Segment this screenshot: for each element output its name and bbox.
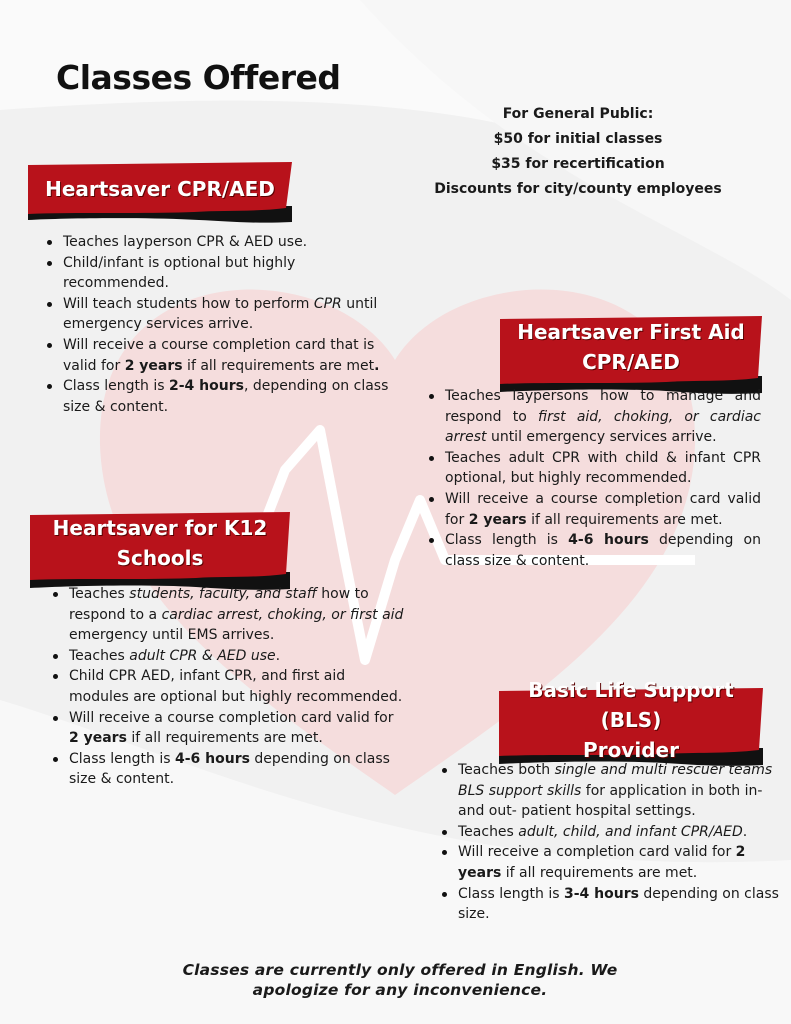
list-item: Class length is 4-6 hours depending on class size & content. — [445, 530, 761, 571]
class-banner-bls-provider — [495, 678, 767, 768]
list-item: Teaches both single and multi rescuer teams BLS support skills for application in both in- and out- patient hospital settings. — [458, 760, 788, 822]
list-item: Will teach students how to perform CPR until emergency services arrive. — [63, 294, 393, 335]
banner-title: Heartsaver CPR/AED — [45, 177, 275, 201]
list-item: Teaches adult CPR & AED use. — [69, 646, 405, 667]
list-item: Class length is 2-4 hours, depending on class size & content. — [63, 376, 393, 417]
class-banner-heartsaver-cpr-aed — [24, 162, 296, 226]
list-item: Will receive a course completion card valid for 2 years if all requirements are met. — [69, 708, 405, 749]
banner-title: Basic Life Support (BLS) Provider — [528, 678, 734, 762]
list-item: Child CPR AED, infant CPR, and first aid modules are optional but highly recommended. — [69, 666, 405, 707]
class-banner-heartsaver-k12 — [26, 512, 294, 592]
list-item: Will receive a completion card valid for 2 years if all requirements are met. — [458, 842, 788, 883]
list-item: Child/infant is optional but highly recommended. — [63, 253, 393, 294]
page-title: Classes Offered — [56, 58, 341, 97]
class-bullets-heartsaver-k12 — [51, 584, 405, 790]
list-item: Teaches layperson CPR & AED use. — [63, 232, 393, 253]
class-bullets-bls-provider — [440, 760, 788, 925]
footer-line: apologize for any inconvenience. — [252, 981, 548, 999]
class-bullets-heartsaver-cpr-aed — [45, 232, 393, 417]
list-item: Will receive a course completion card valid for 2 years if all requirements are met. — [445, 489, 761, 530]
list-item: Teaches adult CPR with child & infant CPR optional, but highly recommended. — [445, 448, 761, 489]
list-item: Teaches adult, child, and infant CPR/AED. — [458, 822, 788, 843]
class-banner-heartsaver-first-aid — [496, 316, 766, 396]
footer-note — [150, 960, 650, 1000]
class-bullets-heartsaver-first-aid — [427, 386, 761, 571]
pricing-discounts: Discounts for city/county employees — [434, 181, 722, 197]
banner-title: Heartsaver for K12 Schools — [52, 516, 268, 570]
banner-title: Heartsaver First Aid CPR/AED — [517, 320, 745, 374]
list-item: Teaches students, faculty, and staff how to respond to a cardiac arrest, choking, or first aid emergency until EMS arrives. — [69, 584, 405, 646]
list-item: Class length is 4-6 hours depending on class size & content. — [69, 749, 405, 790]
list-item: Teaches laypersons how to manage and respond to first aid, choking, or cardiac arrest until emergency services arrive. — [445, 386, 761, 448]
pricing-info — [428, 102, 728, 202]
pricing-heading: For General Public: — [502, 106, 654, 122]
footer-line: Classes are currently only offered in English. We — [182, 961, 618, 979]
pricing-initial: $50 for initial classes — [493, 131, 663, 147]
list-item: Will receive a course completion card that is valid for 2 years if all requirements are met. — [63, 335, 393, 376]
pricing-recert: $35 for recertification — [491, 156, 665, 172]
list-item: Class length is 3-4 hours depending on class size. — [458, 884, 788, 925]
